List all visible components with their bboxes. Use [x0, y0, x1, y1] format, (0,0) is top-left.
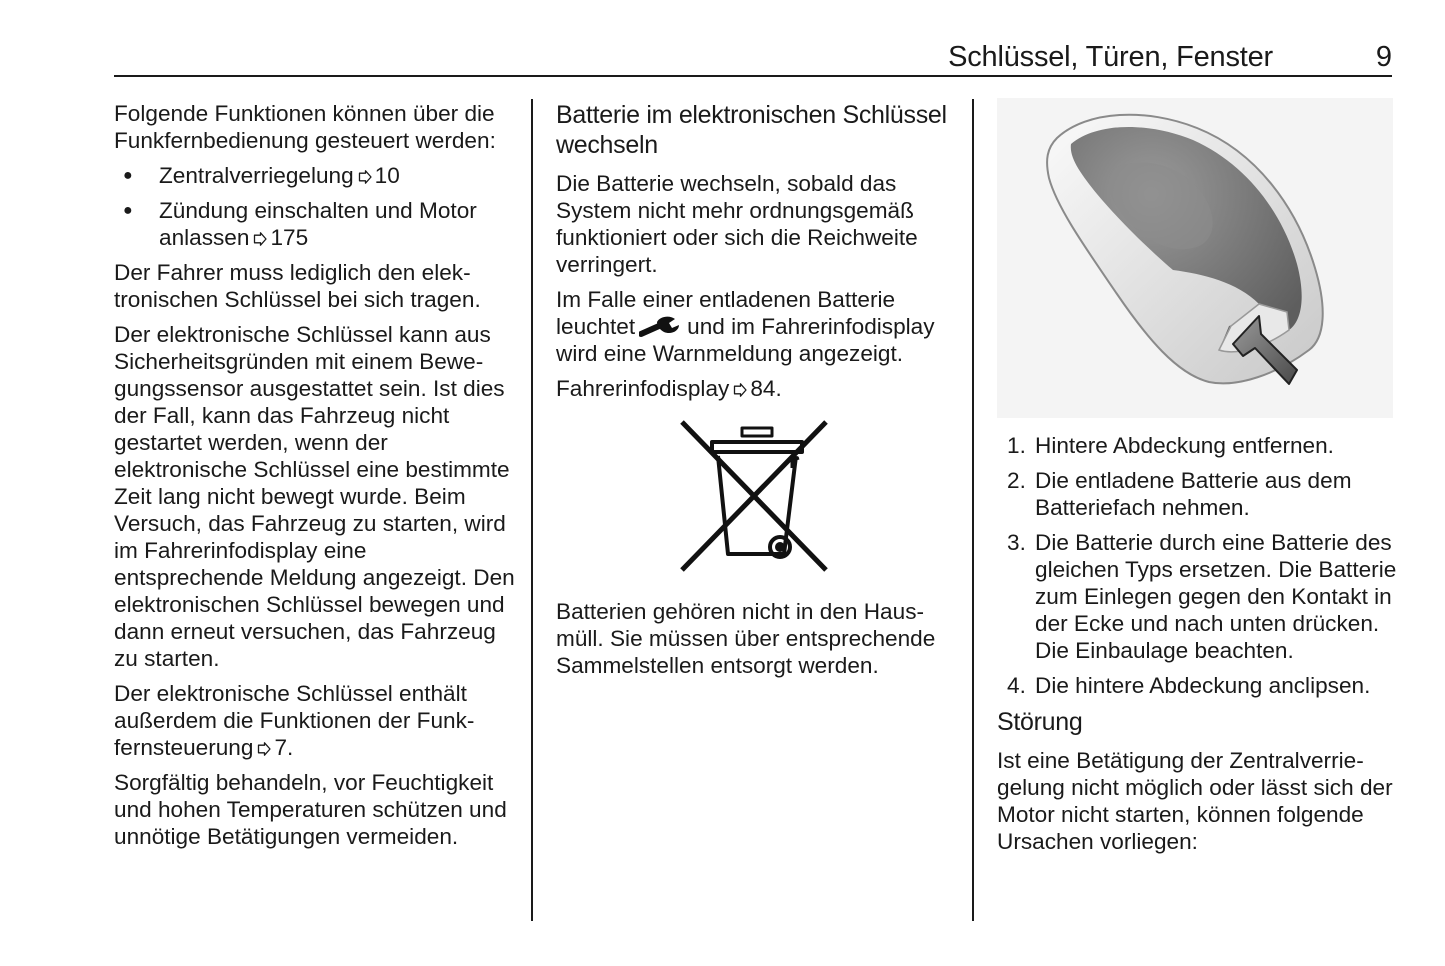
column-divider	[972, 99, 974, 921]
step-text: Die Batterie durch eine Batterie des gleichen Typs ersetzen. Die Batterie zum Einlegen gegen den Kontakt in der Ecke und nach unten drücken. Die Einbaulage beachten.	[1035, 530, 1397, 663]
list-item	[114, 162, 516, 189]
section-heading: Batterie im elektronischen Schlüssel wechseln	[556, 101, 947, 159]
function-list	[114, 162, 516, 251]
list-item	[114, 197, 516, 251]
header-title: Schlüssel, Türen, Fenster	[948, 41, 1273, 73]
column-right	[997, 100, 1397, 863]
paragraph-text: Der elektronische Schlüssel enthält außerdem die Funktionen der Funkfernsteuerung	[114, 681, 475, 760]
list-item-text: Zündung einschalten und Motor anlassen	[159, 198, 477, 250]
page-ref: 175	[270, 225, 309, 250]
electronic-key-illustration	[997, 98, 1393, 418]
paragraph: Batterien gehören nicht in den Hausmüll. Sie müssen über entsprechende Sammelstellen entsorgt werden.	[556, 599, 936, 678]
page-number: 9	[1375, 41, 1392, 73]
crossed-out-bin-icon	[674, 416, 834, 576]
paragraph	[114, 680, 516, 761]
step-text: Die hintere Abdeckung anclipsen.	[1035, 673, 1371, 698]
step-number: 2.	[1007, 468, 1026, 493]
step-number: 1.	[1007, 433, 1026, 458]
xref-arrow-icon	[358, 170, 372, 184]
xref-arrow-icon	[733, 383, 747, 397]
column-divider	[531, 99, 533, 921]
list-item	[997, 467, 1397, 521]
column-middle	[556, 100, 951, 687]
page-ref: 84.	[750, 376, 782, 401]
list-item	[997, 672, 1397, 699]
xref-arrow-icon	[253, 232, 267, 246]
paragraph	[556, 286, 951, 367]
column-left	[114, 100, 516, 858]
step-number: 4.	[1007, 673, 1026, 698]
step-text: Hintere Abdeckung entfernen.	[1035, 433, 1334, 458]
list-item	[997, 529, 1397, 664]
list-item-text: Zentralverriegelung	[159, 163, 354, 188]
step-text: Die entladene Batterie aus dem Batteriefach nehmen.	[1035, 468, 1352, 520]
section-heading: Störung	[997, 708, 1083, 736]
paragraph: Ist eine Betätigung der Zentralverriegelung nicht möglich oder lässt sich der Motor nicht starten, können folgende Ursachen vorliegen:	[997, 748, 1393, 854]
paragraph-text: Fahrerinfodisplay	[556, 376, 730, 401]
intro-paragraph: Folgende Funktionen können über die Funkfernbedienung gesteuert werden:	[114, 101, 496, 153]
paragraph-text: Im Falle einer entladenen Batterie leuchtet	[556, 287, 896, 339]
paragraph: Der elektronische Schlüssel kann aus Sicherheitsgründen mit einem Bewegungssensor ausgestattet sein. Ist dies der Fall, kann das Fahrzeug nicht gestartet werden, wenn der elektronische Schlüssel eine bestimmte Zeit lang nicht bewegt wurde. Beim Versuch, das Fahrzeug zu starten, wird im Fahrerinfodisplay eine entsprechende Meldung angezeigt. Den elektronischen Schlüssel bewegen und dann erneut versuchen, das Fahrzeug zu starten.	[114, 322, 515, 671]
page-ref: 10	[374, 163, 400, 188]
step-number: 3.	[1007, 530, 1026, 555]
paragraph: Die Batterie wechseln, sobald das System nicht mehr ordnungsgemäß funktioniert oder sich die Reichweite verringert.	[556, 171, 918, 277]
xref-arrow-icon	[257, 742, 271, 756]
paragraph: Sorgfältig behandeln, vor Feuchtigkeit und hohen Temperaturen schützen und unnötige Betätigungen vermeiden.	[114, 770, 507, 849]
page-ref: 7.	[274, 735, 294, 760]
paragraph	[556, 375, 951, 402]
header-rule	[114, 75, 1392, 77]
paragraph: Der Fahrer muss lediglich den elektronischen Schlüssel bei sich tragen.	[114, 260, 481, 312]
list-item	[997, 432, 1397, 459]
wrench-icon	[639, 315, 683, 337]
paragraph-text: und im Fahrerinfodisplay wird eine Warnmeldung angezeigt.	[556, 314, 935, 366]
step-list	[997, 432, 1397, 699]
